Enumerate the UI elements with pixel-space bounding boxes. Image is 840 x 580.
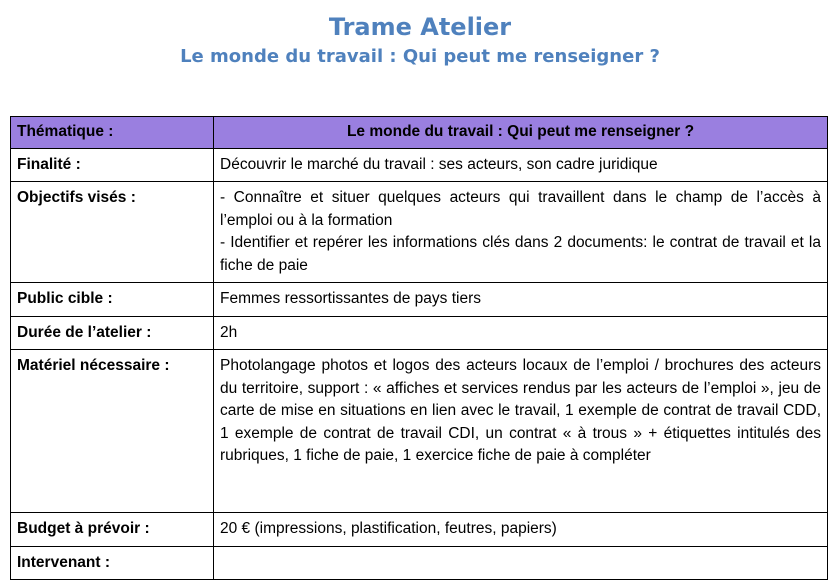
table-row-objectifs <box>11 182 828 283</box>
objectifs-label: Objectifs visés : <box>11 182 214 283</box>
table-row-duree <box>11 316 828 350</box>
table-row-materiel <box>11 350 828 513</box>
budget-value: 20 € (impressions, plastification, feutres, papiers) <box>214 513 828 547</box>
table-header-row <box>11 117 828 149</box>
objectif-line-2: - Identifier et repérer les informations clés dans 2 documents: le contrat de travail et la fiche de paie <box>220 234 821 274</box>
finalite-value: Découvrir le marché du travail : ses acteurs, son cadre juridique <box>214 148 828 182</box>
duree-value: 2h <box>214 316 828 350</box>
finalite-label: Finalité : <box>11 148 214 182</box>
objectifs-value <box>214 182 828 283</box>
materiel-value: Photolangage photos et logos des acteurs locaux de l’emploi / brochures des acteurs du territoire, support : « affiches et services rendus par les acteurs de l’emploi », jeu de carte de mise en situations en lien avec le travail, 1 exemple de contrat de travail CDD, 1 exemple de contrat de travail CDI, un contrat « à trous » + étiquettes intitulés des rubriques, 1 fiche de paie, 1 exercice fiche de paie à compléter <box>214 350 828 513</box>
table-row-intervenant <box>11 546 828 580</box>
intervenant-value <box>214 546 828 580</box>
public-label: Public cible : <box>11 283 214 317</box>
public-value: Femmes ressortissantes de pays tiers <box>214 283 828 317</box>
materiel-label: Matériel nécessaire : <box>11 350 214 513</box>
budget-label: Budget à prévoir : <box>11 513 214 547</box>
document-title: Trame Atelier <box>328 13 512 41</box>
intervenant-label: Intervenant : <box>11 546 214 580</box>
workshop-table <box>10 116 828 580</box>
thematique-label: Thématique : <box>11 117 214 149</box>
table-row-budget <box>11 513 828 547</box>
document-subtitle: Le monde du travail : Qui peut me renseigner ? <box>180 46 660 67</box>
objectif-line-1: - Connaître et situer quelques acteurs qui travaillent dans le champ de l’accès à l’emploi ou à la formation <box>220 189 821 229</box>
table-row-finalite <box>11 148 828 182</box>
duree-label: Durée de l’atelier : <box>11 316 214 350</box>
thematique-value: Le monde du travail : Qui peut me renseigner ? <box>214 117 828 149</box>
table-row-public <box>11 283 828 317</box>
